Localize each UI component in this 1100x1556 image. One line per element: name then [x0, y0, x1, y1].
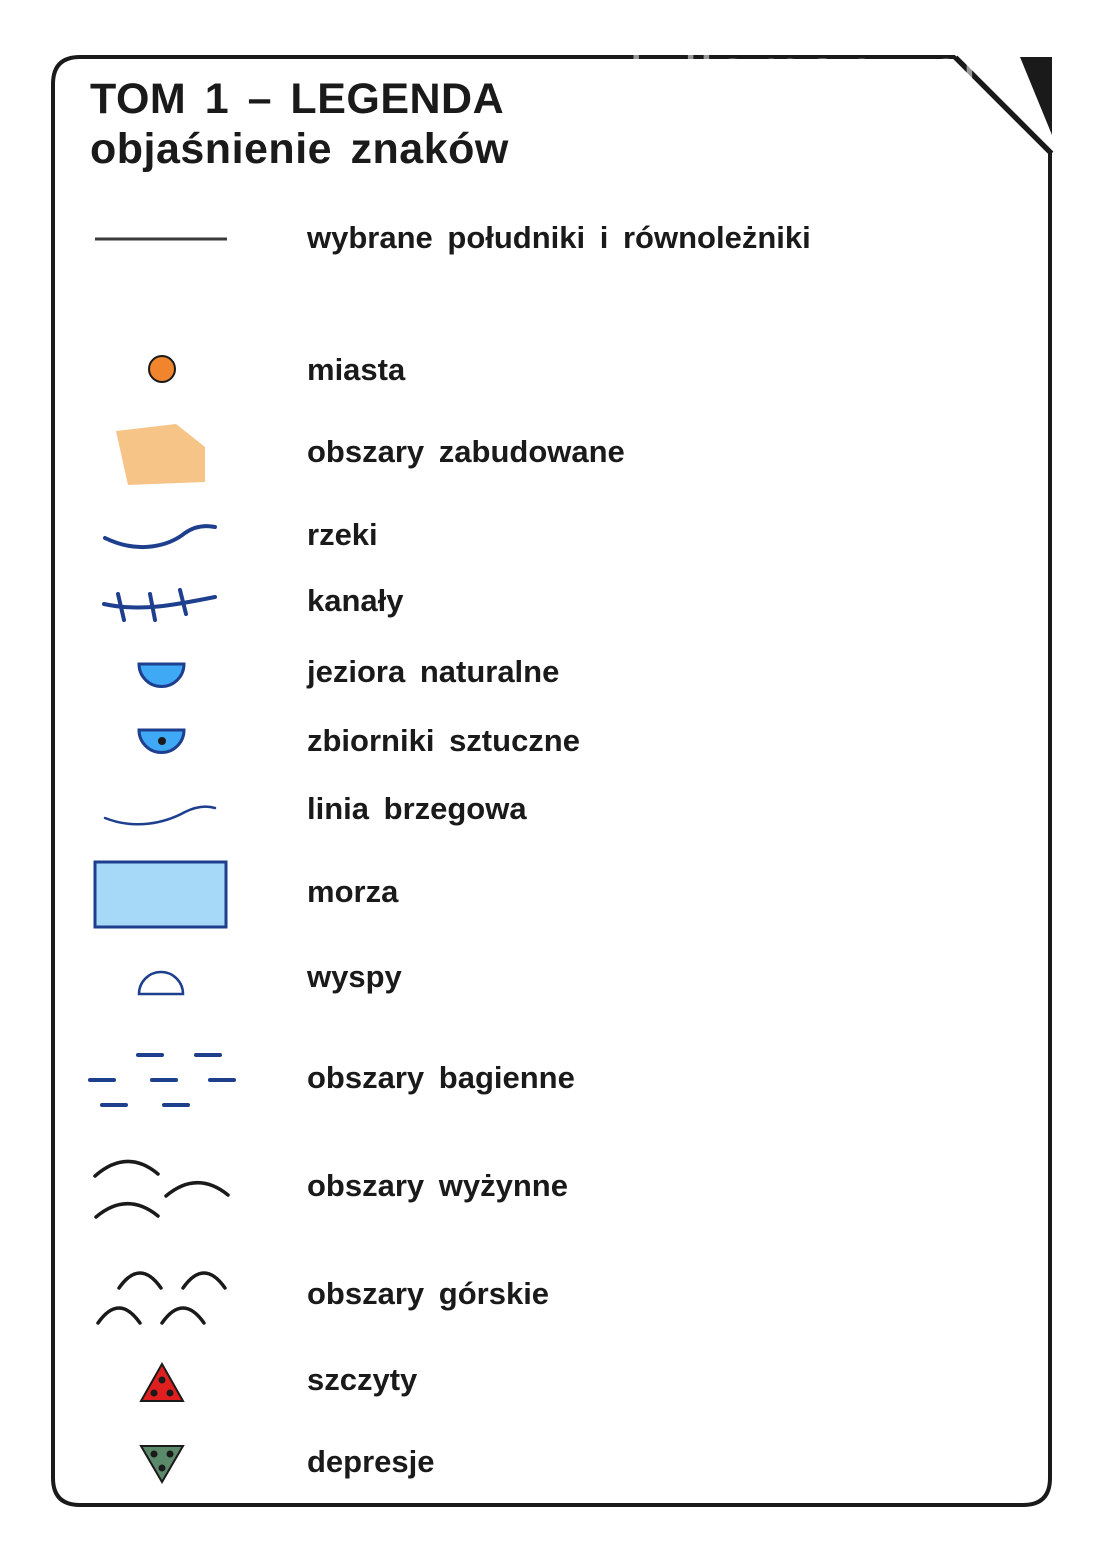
- legend-label-depressions: depresje: [307, 1444, 435, 1479]
- peak-icon: [141, 1364, 183, 1401]
- coastline-icon: [105, 807, 215, 825]
- depression-icon: [141, 1446, 183, 1482]
- river-icon: [105, 526, 215, 547]
- natural-lake-icon: [139, 664, 184, 687]
- title-line-2: objaśnienie znaków: [90, 125, 509, 173]
- legend-label-reservoirs: zbiorniki sztuczne: [307, 723, 580, 758]
- legend-label-peaks: szczyty: [307, 1362, 418, 1397]
- legend-label-built-up: obszary zabudowane: [307, 434, 625, 469]
- reservoir-icon: [139, 730, 184, 753]
- legend-label-canals: kanały: [307, 583, 404, 618]
- mountain-icon: [98, 1273, 225, 1323]
- island-icon: [139, 972, 183, 994]
- watermark: fullomapy.pl: [628, 37, 979, 106]
- upland-icon: [95, 1161, 228, 1217]
- canal-icon: [104, 590, 215, 620]
- legend-label-rivers: rzeki: [307, 517, 378, 552]
- legend-label-swamps: obszary bagienne: [307, 1060, 575, 1095]
- sea-icon: [95, 862, 226, 927]
- legend-label-seas: morza: [307, 874, 399, 909]
- legend-label-uplands: obszary wyżynne: [307, 1168, 568, 1203]
- legend-label-islands: wyspy: [307, 959, 402, 994]
- legend-label-coastline: linia brzegowa: [307, 791, 527, 826]
- swamp-icon: [90, 1055, 234, 1105]
- legend-label-meridians: wybrane południki i równoleżniki: [307, 220, 811, 255]
- legend-label-mountains: obszary górskie: [307, 1276, 550, 1311]
- title-line-1: TOM 1 – LEGENDA: [90, 75, 505, 123]
- built-up-area-icon: [116, 424, 205, 485]
- legend-label-cities: miasta: [307, 352, 406, 387]
- legend-label-lakes: jeziora naturalne: [307, 654, 560, 689]
- city-dot-icon: [149, 356, 175, 382]
